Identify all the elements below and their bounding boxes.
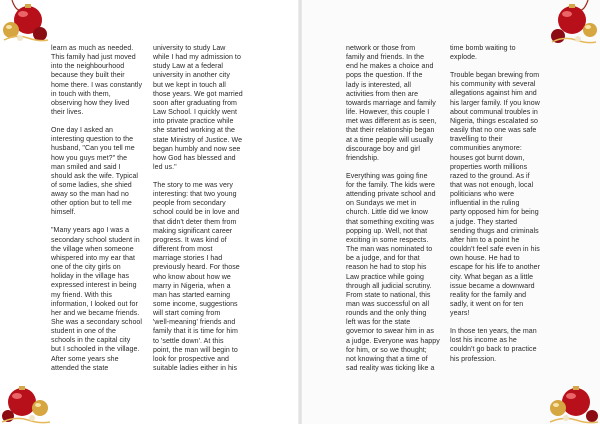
paragraph: Everything was going fine for the family. The kids were attending private school and on Sundays we met in church. Little did we know that something exciting was popping up. Well, not that exciting in some respects. The man was nominated to be a judge, and for that reason he had to stop his Law practice while going through all judicial scrutiny. From state to national, this man was successful on all rounds and the only thing left was for the state governor to swear him in as a judge. Everyone was happy for him, or so we thought; not knowing that a time of sad reality was ticking like a xyxy=(346,172,440,373)
paragraph: Trouble began brewing from his community with several allegations against him and his larger family. If you know about communal troubles in Nigeria, things escalated so easily that no one was safe travelling to their communities anymore: houses got burnt down, properties worth millions razed to the ground. As if that was not enough, local politicians who were influential in the ruling party opposed him for being a judge. They started sending thugs and criminals after him to a point he couldn't feel safe even in his own house. He had to escape for his life to another city. What began as a little issue became a downward reality for the family and sadly, it went on for ten years! xyxy=(450,72,541,318)
christmas-ornaments-icon xyxy=(550,378,598,424)
paragraph: time bomb waiting to explode. xyxy=(450,45,516,62)
paragraph: "Many years ago I was a secondary school student in the village when someone whispered into my ear that one of the city girls on holiday in the village has expressed interest in being my friend. With this information, I looked out for her and we became friends. She was a secondary school student in one of the schools in the capital city but I schooled in the village. After some years she attended the state xyxy=(51,227,143,372)
christmas-ornaments-icon xyxy=(2,378,50,424)
paragraph: One day I asked an interesting question to the husband, "Can you tell me how you guys met?" the man smiled and said I should ask the wife. Typical of some ladies, she shied away so the man had no other option but to tell me himself. xyxy=(51,127,139,217)
paragraph: network or those from family and friends. In the end he makes a choice and pops the question. If the lady is interested, all activities from then are towards marriage and family life. However, this couple I met was different as is seen, that their relationship began at a time people will usually discourage boy and girl friendship. xyxy=(346,45,437,162)
right-page xyxy=(300,0,600,424)
paragraph: learn as much as needed. This family had just moved into the neighbourhood because they built their home there. I was constantly in touch with them, observing how they lived their lives. xyxy=(51,45,143,117)
right-page-column-2 xyxy=(450,44,554,364)
right-page-column-1 xyxy=(346,44,450,373)
paragraph: university to study Law while I had my admission to study Law at a federal university in another city but we kept in touch all those years. We got married soon after graduating from Law School. I quickly went into private practice while she started working at the state Ministry of Justice. We began humbly and now see how God has blessed and led us." xyxy=(153,45,243,172)
left-page-column-1 xyxy=(51,44,150,373)
left-page-column-2 xyxy=(153,44,256,373)
paragraph: In those ten years, the man lost his income as he couldn't go back to practice his profession. xyxy=(450,328,537,363)
page-gutter xyxy=(298,0,302,424)
christmas-ornaments-icon xyxy=(2,0,50,46)
paragraph: The story to me was very interesting: that two young people from secondary school could be in love and that didn't deter them from making significant career progress. It was kind of different from most marriage stories I had previously heard. For those who know about how we marry in Nigeria, when a man has started earning some income, suggestions will start coming from 'well-meaning' friends and family that it is time for him to 'settle down'. At this point, the man will begin to look for prospective and suitable ladies either in his xyxy=(153,181,240,373)
christmas-ornaments-icon xyxy=(550,0,598,46)
